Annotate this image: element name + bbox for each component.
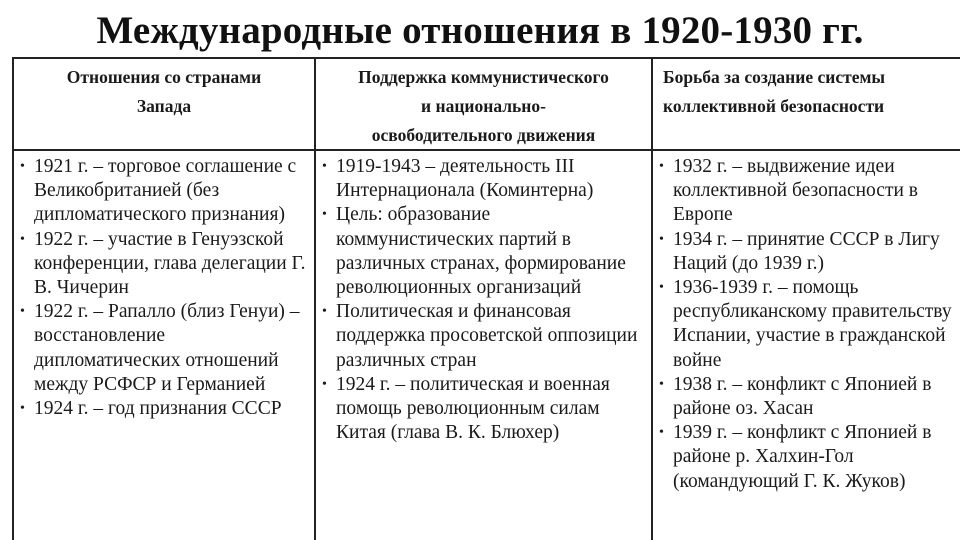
list-item: • Политическая и финансовая поддержка просоветской оппозиции различных стран [322,301,638,371]
list-item: • 1919-1943 – деятельность III Интернационала (Коминтерна) [322,156,594,202]
list-item: • 1936-1939 г. – помощь республиканскому правительству Испании, участие в гражданской войне [659,277,952,371]
bullet-icon: • [659,231,664,247]
bullet-icon: • [20,159,25,174]
list-item: • 1934 г. – принятие СССР в Лигу Наций (до 1939 г.) [659,228,940,274]
event-list [659,155,958,494]
relations-table [12,57,960,540]
column-header [14,59,314,151]
list-item: • 1939 г. – конфликт с Японией в районе р. Халхин-Гол (командующий Г. К. Жуков) [659,422,932,492]
header-line: и национально- [421,96,546,116]
list-item: • 1938 г. – конфликт с Японией в районе оз. Хасан [659,373,932,420]
bullet-icon: • [20,304,25,320]
page-title: Международные отношения в 1920-1930 гг. [96,9,864,52]
bullet-icon: • [659,425,664,441]
bullet-icon: • [20,231,25,247]
list-item: • 1924 г. – политическая и военная помощь революционным силам Китая (глава В. К. Блюхер) [322,373,610,444]
bullet-icon: • [659,376,664,392]
column-west-relations [14,59,316,540]
column-communist-movement [316,59,653,540]
bullet-icon: • [659,159,664,174]
header-line: Борьба за создание системы [663,67,886,87]
bullet-icon: • [322,376,327,392]
column-body [653,153,960,540]
header-line: освободительного движения [371,125,596,145]
list-item: • 1922 г. – участие в Генуэзской конференции, глава делегации Г. В. Чичерин [20,228,306,299]
bullet-icon: • [659,280,664,296]
column-header [653,59,960,151]
list-item: • 1932 г. – выдвижение идеи коллективной безопасности в Европе [659,156,918,226]
list-item: • 1921 г. – торговое соглашение с Великобританией (без дипломатического признания) [20,156,297,226]
header-line: Отношения со странами [66,67,262,87]
header-line: Поддержка коммунистического [358,67,609,87]
column-body [14,153,314,540]
event-list [20,155,310,421]
event-list [322,155,647,445]
bullet-icon: • [20,401,25,417]
bullet-icon: • [322,304,327,320]
bullet-icon: • [322,159,327,174]
column-collective-security [653,59,960,540]
bullet-icon: • [322,207,327,223]
list-item: • Цель: образование коммунистических партий в различных странах, формирование революционных организаций [322,204,626,299]
list-item: • 1922 г. – Рапалло (близ Генуи) – восстановление дипломатических отношений между РСФСР и Германией [20,301,300,395]
list-item: • 1924 г. – год признания СССР [20,397,310,421]
header-line: коллективной безопасности [663,96,885,116]
column-body [316,153,651,540]
header-line: Запада [136,96,192,116]
column-header [316,59,651,151]
